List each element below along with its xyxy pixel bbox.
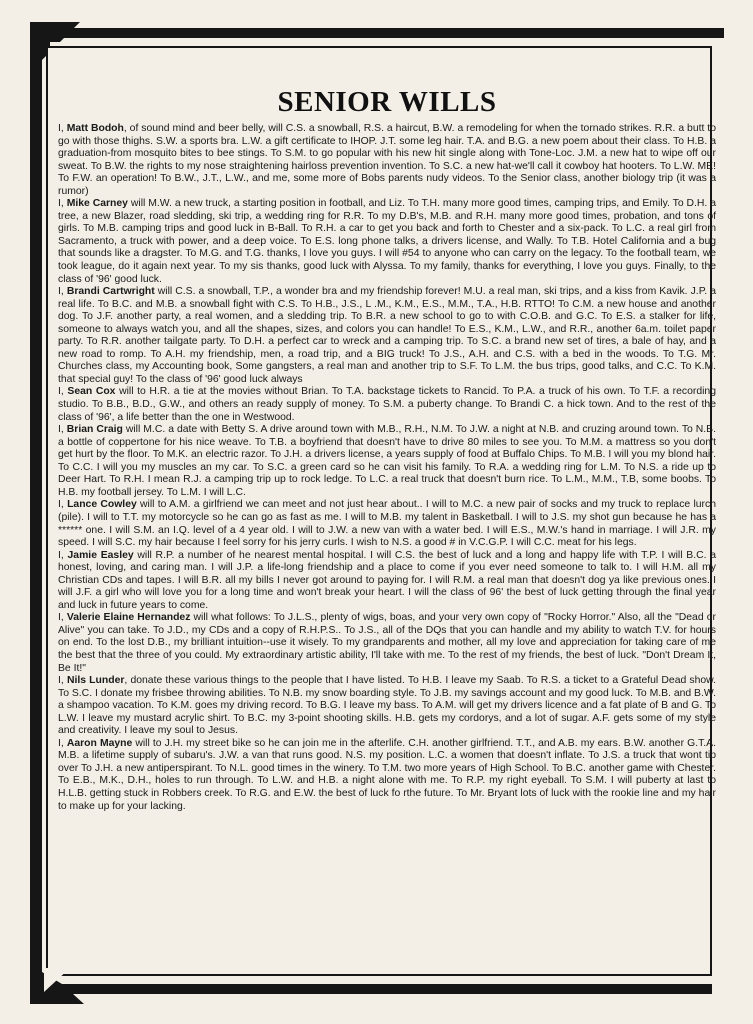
will-author-name: Nils Lunder bbox=[66, 675, 125, 687]
will-paragraph-matt-bodoh: I, Matt Bodoh, of sound mind and beer belly, will C.S. a snowball, R.S. a haircut, B.W. a remodeling for when the tornado strikes. R.R. a butt to go with those thighs. S.W. a sports bra. L.W. a gift certificate to IHOP. J.T. some leg hair. T.A. and B.G. a new poem about their class. To H.B. a graduation-from mosquito bites to bee stings. To S.M. to go popular with his new hit single along with Tone-Loc. J.M. a new hat to wipe off our sweat. To B.W. the rights to my nose straightening hairloss prevention invention. To S.C. a new hat-we'll call it cowboy hat hooters. To L.W. ME! To F.W. an operation! To B.W., J.T., L.W., and me, some more of Bobs parents nudy videos. To the Senior class, another biology trip (it was a rumor) bbox=[58, 123, 716, 197]
will-paragraph-jamie-easley: I, Jamie Easley will R.P. a number of he nearest mental hospital. I will C.S. the best of luck and a long and happy life with T.P. I will B.C. a honest, loving, and caring man. I will J.P. a life-long friendship and a place to come if you ever need someone to talk to. I will H.M. all my Christian CDs and tapes. I will B.R. all my bills I never got around to paying for. I will R.M. a real man that doesn't dog ya like previous ones. I will J.F. a girl who will love you for a long time and won't break your heart. I will the class of 96' the best of luck getting through the final year and luck in future years to come. bbox=[58, 549, 716, 611]
will-author-name: Matt Bodoh bbox=[66, 123, 124, 134]
will-paragraph-nils-lunder: I, Nils Lunder, donate these various things to the people that I have listed. To H.B. I leave my Saab. To R.S. a ticket to a Grateful Dead show. To S.C. I donate my frisbee throwing abilities. To N.B. my snow boarding style. To J.B. my savings account and my good luck. To M.B. and B.W. a shampoo vacation. To K.M. goes my driving record. To B.G. I leave my bass. To A.M. will get my drivers licence and a fat plate of B and G. To L.W. I leave my mustard acrylic shirt. To B.C. my 3-point shooting skills. H.B. gets my cordorys, and a lot of sugar. A.F. gets some of my style and creativity. I leave my soul to Jesus. bbox=[58, 675, 716, 737]
will-author-name: Aaron Mayne bbox=[66, 737, 133, 749]
will-paragraph-sean-cox: I, Sean Cox will to H.R. a tie at the movies without Brian. To T.A. backstage tickets to Rancid. To P.A. a truck of his own. To T.F. a recording studio. To B.B., B.D., G.W., and others an ready supply of money. To S.M. a puberty change. To Brandi C. a hick town. And to the rest of the class of '96', a life better than the one in Westwood. bbox=[58, 386, 716, 423]
will-author-name: Brian Craig bbox=[66, 424, 123, 436]
will-author-name: Valerie Elaine Hernandez bbox=[66, 612, 191, 624]
will-paragraph-brian-craig: I, Brian Craig will M.C. a date with Betty S. A drive around town with M.B., R.H., N.M. To J.W. a night at N.B. and cruzing around town. To N.B. a bottle of coppertone for his nice weave. To T.B. a boyfriend that doesn't have to drive 80 miles to see you. To M.M. a mattress so you don't get hurt by the floor. To M.K. an electric razor. To J.H. a drivers license, a years supply of food at Buffalo Chips. To M.B. I will you my blond hair. To C.C. I will you my muscles an my car. To S.C. a green card so he can visit his family. To R.A. a wedding ring for L.M. To N.S. a ride up to Deer Hart. To R.H. I mean R.J. a camping trip up to rock ledge. To L.C. a real truck that doesn't burn rice. To L.M., M.M., T.B, some boobs. To H.B. my football jersey. To L.M. I will L.C. bbox=[58, 424, 716, 498]
will-author-name: Mike Carney bbox=[66, 198, 128, 210]
will-author-name: Sean Cox bbox=[67, 386, 116, 398]
will-paragraph-aaron-mayne: I, Aaron Mayne will to J.H. my street bike so he can join me in the afterlife. C.H. another girlfriend. T.T., and A.B. my ears. B.W. another G.T.A. M.B. a lifetime supply of subaru's. J.W. a van that runs good. N.S. my position. L.C. a women that doesn't inflate. To J.S. a truck that wont tip over To J.H. a new antiperspirant. To N.L. good times in the winery. To T.M. two more years of High School. To B.C. another game with Chester. To E.B., M.K., D.H., holes to run through. To L.W. and H.B. a night alone with me. To R.P. my right eyeball. To S.M. I will puberty at last to H.L.B. getting stuck in Robbers creek. To R.G. and E.W. the best of luck fo rthe future. To Mr. Bryant lots of luck with the rookie line and my hair to make up for your lacking. bbox=[58, 737, 716, 812]
page-title: SENIOR WILLS bbox=[277, 86, 497, 118]
will-paragraph-valerie-hernandez: I, Valerie Elaine Hernandez will what follows: To J.L.S., plenty of wigs, boas, and your very own copy of "Rocky Horror." Also, all the "Dead or Alive" you can take. To J.D., my CDs and a copy of R.H.P.S.. To J.S., all of the DQs that you can handle and my ability to watch T.V. for hours on end. To the lost D.B., my brilliant intuition--use it wisely. To my grandparents and mother, all my love and appreciation for taking care of me the best that the three of you could. My extraordinary artistic ability, I'll take with me. To the rest of my friends, the best of luck. "Don't Dream It, Be It!" bbox=[58, 612, 716, 674]
will-paragraph-brandi-cartwright: I, Brandi Cartwright will C.S. a snowball, T.P., a wonder bra and my friendship forever! M.U. a real man, ski trips, and a kiss from Kavik. J.P. a real life. To B.C. and M.B. a snowball fight with C.S. To H.B., J.S., L .M., K.M., E.S., M.M., T.A., H.B. RTTO! To C.M. a new house and another dog. To J.F. another party, a real women, and a sledding trip. To B.R. a new school to go to with C.O.B. and G.C. To E.S. a stalker for life, someone to always watch you, and all the shapes, sizes, and colors you can handle! To E.S., K.M., L.W., and R.R., another 6a.m. toilet paper party. To R.R. another tailgate party. To D.H. a perfect car to wreck and a camping trip. To S.C. a brand new set of tires, a bale of hay, and a new road to romp. To A.H. my friendship, men, a road trip, and a BIG truck! To J.S., A.H. and C.S. with a bed in the woods. To T.G. Mr. Churches class, my Accounting book, Some gangsters, a real man and another trip to S.F. To L.M. the bus trips, good talks, and C.C. To K.M. that special guy! To the class of '96' good luck always bbox=[58, 286, 716, 385]
will-author-name: Jamie Easley bbox=[67, 549, 134, 561]
will-paragraph-lance-cowley: I, Lance Cowley will to A.M. a girlfriend we can meet and not just hear about.. I will to M.C. a new pair of socks and my truck to replace lurch (pile). I will to T.T. my motorcycle so he can go as fast as me. I will to M.B. my talent in Basketball. I will to J.S. my shot gun because he has a ****** one. I will S.M. an I.Q. level of a 4 year old. I will to J.W. a new van with a water bed. I will E.S., M.W.'s hand in marriage. I will J.R. my speed. I will S.C. my hair because I feel sorry for his jerry curls. I wish to N.S. a good # in V.C.G.P. I will C.C. meat for his legs. bbox=[58, 499, 716, 549]
page-content bbox=[58, 86, 716, 813]
will-paragraph-mike-carney: I, Mike Carney will M.W. a new truck, a starting position in football, and Liz. To T.H. many more good times, camping trips, and Emily. To D.H. a tree, a new Blazer, road sledding, ski trip, a wedding ring for R.R. To my D.B's, M.B. and R.H. many more good times, probation, and tons of girls. To M.B. camping trips and good luck in B-Ball. To R.H. a car to get you back and forth to Chester and a six-pack. To L.C. a real girl from Sacramento, a truck with power, and a deep voice. To E.S. long phone talks, a drivers license, and Wally. To T.B. Hotel California and a bug that sounds like a dragster. To M.G. and T.G. thanks, I love you guys. I will #54 to anyone who can carry on the legacy. To the football team, we took league, do it again next year. To my sis thanks, good luck with Alyssa. To my family, thanks for everything, I love you guys. Finally, to the class of '96' good luck. bbox=[58, 198, 717, 285]
will-author-name: Lance Cowley bbox=[67, 499, 137, 511]
will-author-name: Brandi Cartwright bbox=[66, 286, 155, 298]
